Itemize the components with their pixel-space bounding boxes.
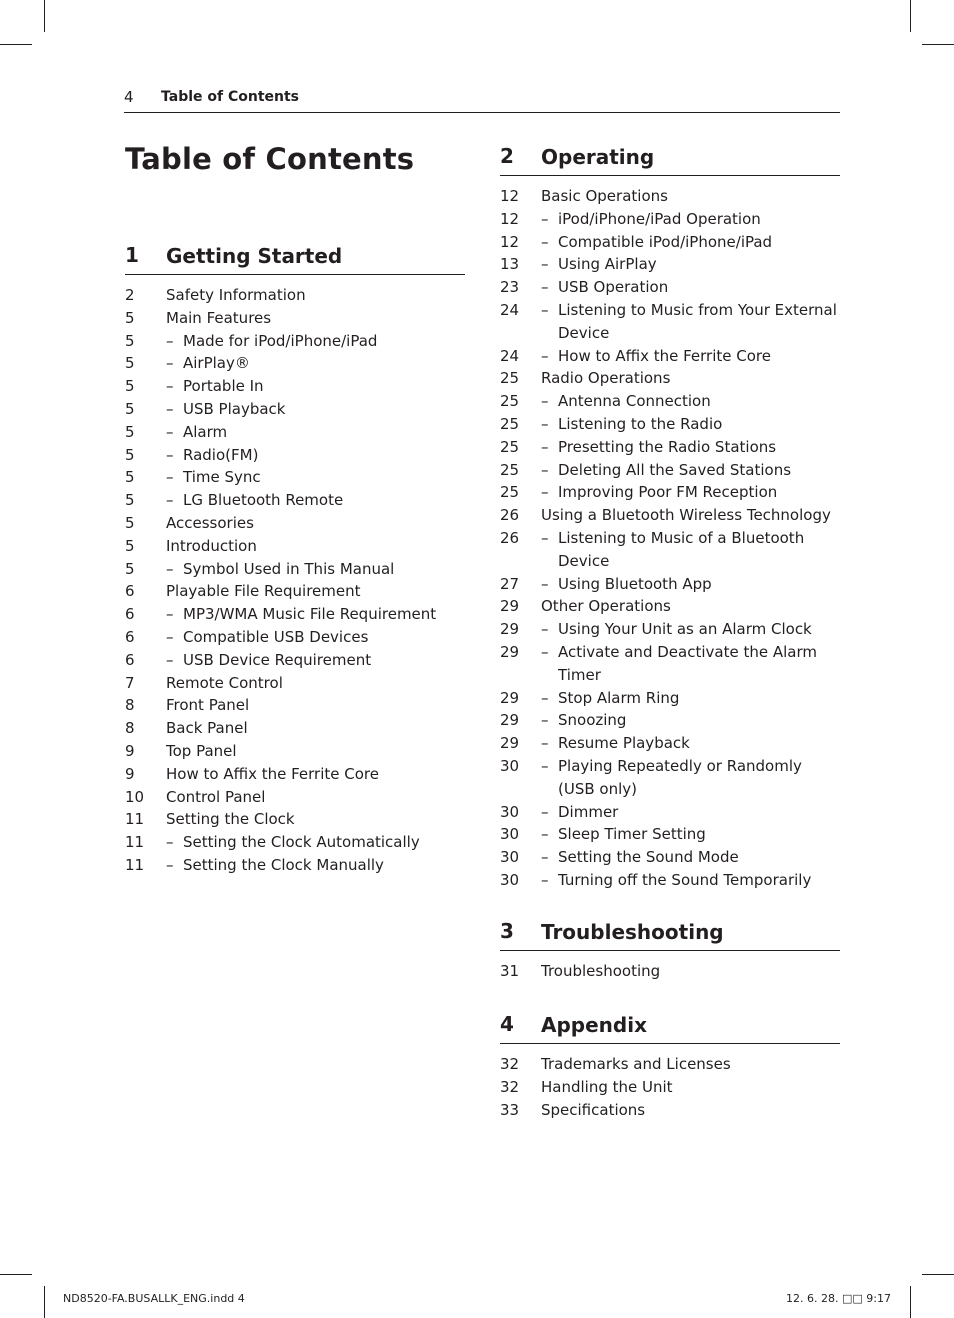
toc-entry [500,459,840,482]
toc-entry [500,687,840,710]
toc-entry [125,489,465,512]
toc-entry-title: – Activate and Deactivate the Alarm Timer [500,641,840,687]
toc-entry-title: – USB Playback [125,398,465,421]
toc-entry-title: – Stop Alarm Ring [500,687,840,710]
toc-entry-title: – Resume Playback [500,732,840,755]
toc-entry-page: 25 [500,483,520,502]
toc-entry-title: Trademarks and Licenses [541,1055,731,1073]
toc-entry [500,413,840,436]
toc-entry-title: – Listening to the Radio [500,413,840,436]
toc-entry [125,421,465,444]
toc-entry [500,801,840,824]
toc-entry [125,626,465,649]
toc-entry-title: – MP3/WMA Music File Requirement [125,603,465,626]
crop-mark-top-left-vertical [44,0,45,32]
toc-entry-page: 8 [125,696,135,715]
toc-entry-title: – Improving Poor FM Reception [500,481,840,504]
toc-entry-page: 30 [500,756,520,775]
toc-entry [500,276,840,299]
section-title: Getting Started [166,244,343,268]
toc-entry [125,694,465,717]
toc-entry-page: 5 [125,513,135,532]
toc-entry-title: Top Panel [166,741,237,760]
toc-entry [500,390,840,413]
toc-entry [125,307,465,330]
toc-entry [500,1099,840,1122]
toc-entry [125,375,465,398]
section-operating [500,144,840,892]
toc-entry-page: 8 [125,719,135,738]
toc-entry [125,717,465,740]
toc-entry-page: 5 [125,308,135,327]
crop-mark-bottom-right-horizontal [922,1274,954,1275]
toc-entry-title: – USB Device Requirement [125,649,465,672]
toc-entry [500,208,840,231]
section-number: 2 [500,144,514,168]
toc-entry-title: – iPod/iPhone/iPad Operation [500,208,840,231]
toc-entry-page: 32 [500,1077,520,1096]
toc-entry [125,512,465,535]
toc-entry-page: 12 [500,187,520,205]
header-page-number: 4 [124,88,134,106]
toc-entry [125,786,465,809]
toc-entry [500,345,840,368]
toc-entry [500,504,840,527]
toc-entry-page: 29 [500,734,520,753]
toc-entry-page: 5 [125,445,135,464]
crop-mark-top-right-horizontal [922,44,954,45]
toc-entry [500,709,840,732]
toc-entry-title: – Made for iPod/iPhone/iPad [125,330,465,353]
toc-entry-list [125,284,465,877]
toc-entry-page: 5 [125,422,135,441]
toc-entry-page: 11 [125,855,145,874]
toc-entry [125,808,465,831]
toc-entry-title: – Using Bluetooth App [500,573,840,596]
toc-entry-page: 26 [500,506,520,525]
toc-entry-page: 25 [500,460,520,479]
toc-entry [500,231,840,254]
toc-entry-title: Setting the Clock [166,810,295,829]
toc-entry-page: 5 [125,491,135,510]
toc-entry-page: 5 [125,377,135,396]
toc-entry [125,466,465,489]
toc-entry [500,595,840,618]
toc-entry-title: Main Features [166,308,272,327]
toc-entry-page: 30 [500,825,520,844]
section-title: Troubleshooting [541,920,724,944]
toc-entry-title: – Alarm [125,421,465,444]
running-header [124,86,840,113]
toc-entry-title: – Symbol Used in This Manual [125,558,465,581]
toc-entry [125,603,465,626]
toc-entry-title: Back Panel [166,719,248,738]
toc-entry-page: 26 [500,528,520,547]
toc-entry-title: – Portable In [125,375,465,398]
section-title: Appendix [541,1013,647,1037]
toc-entry-page: 7 [125,673,135,692]
toc-entry-page: 29 [500,620,520,639]
toc-entry-title: – Listening to Music from Your External Device [500,299,840,345]
toc-entry-page: 6 [125,627,135,646]
toc-entry-page: 24 [500,346,520,365]
toc-entry-page: 11 [125,833,145,852]
toc-entry-page: 24 [500,300,520,319]
toc-entry-title: Remote Control [166,673,283,692]
toc-entry [125,854,465,877]
toc-entry-page: 13 [500,255,520,274]
section-getting-started [125,243,465,877]
footer-file-slug: ND8520-FA.BUSALLK_ENG.indd 4 [63,1292,245,1305]
toc-entry-title: – Playing Repeatedly or Randomly (USB only) [500,755,840,801]
toc-entry-title: – Using Your Unit as an Alarm Clock [500,618,840,641]
toc-entry-page: 6 [125,605,135,624]
toc-entry [125,352,465,375]
toc-entry-title: – Presetting the Radio Stations [500,436,840,459]
toc-entry [500,641,840,687]
footer-date-stamp: 12. 6. 28. □□ 9:17 [786,1292,891,1305]
toc-entry [500,732,840,755]
toc-entry-list [500,1053,840,1121]
toc-entry-title: Other Operations [541,597,671,616]
toc-entry-title: – Dimmer [500,801,840,824]
toc-entry-page: 6 [125,650,135,669]
toc-entry [125,740,465,763]
toc-entry-title: Safety Information [166,286,306,304]
toc-entry-page: 29 [500,688,520,707]
toc-entry-page: 5 [125,559,135,578]
toc-entry-page: 25 [500,414,520,433]
toc-entry [500,869,840,892]
crop-mark-bottom-right-vertical [910,1286,911,1318]
toc-entry-page: 5 [125,331,135,350]
toc-entry-title: Radio Operations [541,369,671,388]
header-title: Table of Contents [161,89,300,105]
toc-entry-title: Playable File Requirement [166,582,361,601]
toc-entry [125,284,465,307]
toc-entry-title: – Compatible USB Devices [125,626,465,649]
toc-entry-page: 9 [125,741,135,760]
section-number: 1 [125,243,139,267]
toc-entry-title: – Listening to Music of a Bluetooth Device [500,527,840,573]
toc-entry-title: – Deleting All the Saved Stations [500,459,840,482]
toc-entry-page: 5 [125,536,135,555]
toc-entry-title: Basic Operations [541,187,668,205]
toc-entry-list [500,185,840,892]
toc-entry [125,580,465,603]
crop-mark-top-right-vertical [910,0,911,32]
section-number: 3 [500,919,514,943]
toc-entry [500,185,840,208]
toc-entry-list [500,960,840,983]
toc-entry [125,535,465,558]
toc-entry-page: 32 [500,1055,520,1073]
toc-entry [500,481,840,504]
toc-entry [500,846,840,869]
toc-entry-title: – Snoozing [500,709,840,732]
toc-entry [125,763,465,786]
section-header [500,144,840,176]
toc-entry [500,573,840,596]
toc-entry [500,1076,840,1099]
toc-entry [500,253,840,276]
toc-entry-title: – Sleep Timer Setting [500,823,840,846]
toc-entry-page: 6 [125,582,135,601]
toc-entry [125,398,465,421]
toc-entry [500,960,840,983]
toc-entry-title: Specifications [541,1100,646,1119]
toc-entry-page: 12 [500,209,520,228]
toc-entry [500,1053,840,1076]
crop-mark-bottom-left-horizontal [0,1274,32,1275]
toc-entry [500,299,840,345]
section-number: 4 [500,1012,514,1036]
toc-entry [500,823,840,846]
toc-entry-page: 27 [500,574,520,593]
toc-entry-title: – Compatible iPod/iPhone/iPad [500,231,840,254]
toc-entry [500,436,840,459]
section-header [125,243,465,275]
section-title: Operating [541,145,655,169]
toc-entry-title: Handling the Unit [541,1077,673,1096]
toc-entry-page: 11 [125,810,145,829]
toc-entry-page: 25 [500,369,520,388]
toc-entry-page: 10 [125,787,145,806]
toc-entry-title: – Using AirPlay [500,253,840,276]
toc-entry-title: Front Panel [166,696,250,715]
toc-entry-page: 33 [500,1100,520,1119]
toc-entry-title: – USB Operation [500,276,840,299]
toc-entry-page: 30 [500,848,520,867]
toc-entry-page: 30 [500,870,520,889]
toc-entry [125,672,465,695]
toc-entry [125,444,465,467]
toc-entry-title: – Antenna Connection [500,390,840,413]
toc-entry-title: – How to Affix the Ferrite Core [500,345,840,368]
toc-entry-title: – Time Sync [125,466,465,489]
toc-entry-page: 25 [500,437,520,456]
toc-entry-page: 2 [125,286,135,304]
toc-entry-title: Using a Bluetooth Wireless Technology [541,506,831,525]
toc-entry-title: – Setting the Sound Mode [500,846,840,869]
toc-entry-title: – Turning off the Sound Temporarily [500,869,840,892]
toc-entry-page: 5 [125,468,135,487]
toc-entry-page: 29 [500,597,520,616]
toc-entry-page: 29 [500,642,520,661]
toc-entry-page: 5 [125,399,135,418]
toc-entry-title: How to Affix the Ferrite Core [166,764,379,783]
toc-entry [500,527,840,573]
crop-mark-top-left-horizontal [0,44,32,45]
toc-entry-page: 5 [125,354,135,373]
toc-entry-page: 23 [500,278,520,297]
crop-mark-bottom-left-vertical [44,1286,45,1318]
toc-entry-page: 30 [500,802,520,821]
toc-entry-page: 31 [500,962,520,980]
toc-entry [125,831,465,854]
section-header [500,1012,840,1044]
toc-entry [125,558,465,581]
toc-entry-title: Accessories [166,513,254,532]
toc-entry-title: – Setting the Clock Manually [125,854,465,877]
toc-entry [125,649,465,672]
toc-entry-title: Control Panel [166,787,266,806]
toc-entry-title: – Setting the Clock Automatically [125,831,465,854]
toc-entry-title: – Radio(FM) [125,444,465,467]
toc-entry-title: Introduction [166,536,257,555]
toc-entry-page: 9 [125,764,135,783]
toc-entry-title: – LG Bluetooth Remote [125,489,465,512]
section-header [500,919,840,951]
section-troubleshooting [500,919,840,983]
toc-entry [500,367,840,390]
section-appendix [500,1012,840,1121]
toc-entry [125,330,465,353]
toc-entry-title: Troubleshooting [541,962,661,980]
toc-entry-page: 25 [500,392,520,411]
toc-entry [500,755,840,801]
page-title: Table of Contents [125,142,415,176]
toc-entry [500,618,840,641]
toc-entry-title: – AirPlay® [125,352,465,375]
toc-entry-page: 29 [500,711,520,730]
toc-entry-page: 12 [500,232,520,251]
